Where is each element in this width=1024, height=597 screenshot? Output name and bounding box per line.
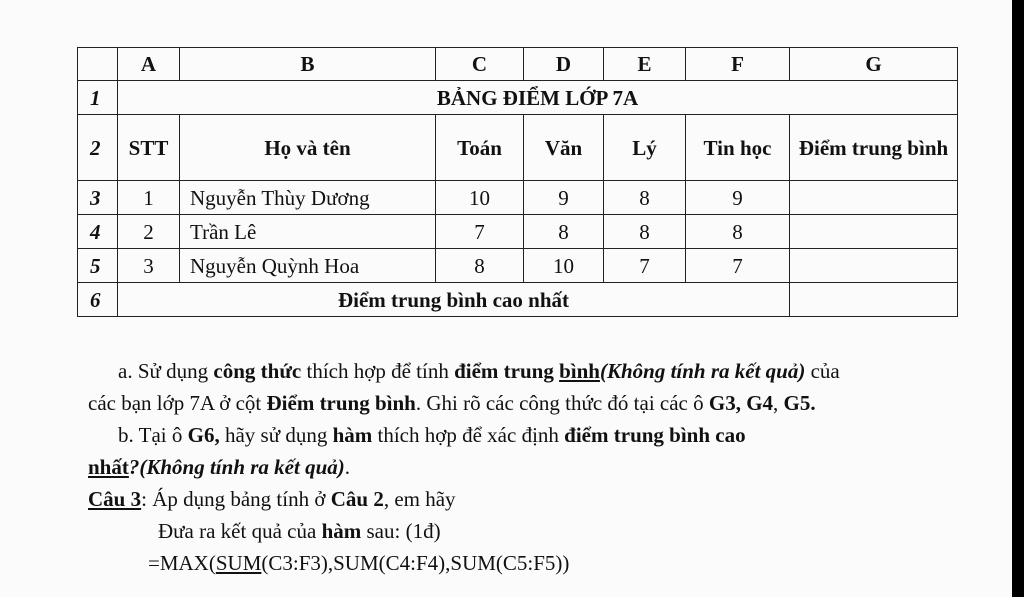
row-number: 4 [78,215,118,249]
row-number: 5 [78,249,118,283]
max-average-label: Điểm trung bình cao nhất [118,283,790,317]
row-number: 3 [78,181,118,215]
column-header-a: A [118,48,180,81]
cell-stt: 2 [118,215,180,249]
header-cell-tin-hoc: Tin học [686,115,790,181]
cell-ly: 7 [604,249,686,283]
question-a-line2: các bạn lớp 7A ở cột Điểm trung bình. Ghi rõ các công thức đó tại các ô G3, G4, G5. [88,391,816,415]
header-cell-stt: STT [118,115,180,181]
header-cell-van: Văn [524,115,604,181]
cell-tin-hoc: 8 [686,215,790,249]
formula: =MAX(SUM(C3:F3),SUM(C4:F4),SUM(C5:F5)) [148,551,570,575]
column-header-b: B [180,48,436,81]
cell-toan: 8 [436,249,524,283]
header-cell-average: Điểm trung bình [790,115,958,181]
column-header-g: G [790,48,958,81]
corner-cell [78,48,118,81]
table-row [78,181,958,215]
max-average-cell [790,283,958,317]
table-row [78,249,958,283]
cell-average [790,215,958,249]
table-title: BẢNG ĐIỂM LỚP 7A [118,81,958,115]
row-number: 2 [78,115,118,181]
question-text [88,355,968,579]
question-b-line1: b. Tại ô G6, hãy sử dụng hàm thích hợp để xác định điểm trung bình cao [118,423,746,447]
column-header-e: E [604,48,686,81]
cell-stt: 1 [118,181,180,215]
cell-van: 9 [524,181,604,215]
cell-average [790,249,958,283]
cell-name: Nguyễn Quỳnh Hoa [180,249,436,283]
table-row [78,283,958,317]
cell-ly: 8 [604,215,686,249]
column-header-row [78,48,958,81]
question-a-line1: a. Sử dụng công thức thích hợp để tính điểm trung bình(Không tính ra kết quả) của [118,359,840,383]
cell-tin-hoc: 9 [686,181,790,215]
question-b-line2: nhất?(Không tính ra kết quả). [88,455,350,479]
column-header-d: D [524,48,604,81]
header-cell-toan: Toán [436,115,524,181]
cell-name: Nguyễn Thùy Dương [180,181,436,215]
row-number: 6 [78,283,118,317]
cell-van: 8 [524,215,604,249]
cell-van: 10 [524,249,604,283]
header-cell-name: Họ và tên [180,115,436,181]
cell-stt: 3 [118,249,180,283]
cau-3-instruction: Đưa ra kết quả của hàm sau: (1đ) [158,519,441,543]
table-row [78,215,958,249]
cell-average [790,181,958,215]
header-cell-ly: Lý [604,115,686,181]
cau-3-heading: Câu 3: Áp dụng bảng tính ở Câu 2, em hãy [88,487,456,511]
row-number: 1 [78,81,118,115]
column-header-c: C [436,48,524,81]
table-row [78,81,958,115]
cell-toan: 10 [436,181,524,215]
cell-name: Trần Lê [180,215,436,249]
cell-toan: 7 [436,215,524,249]
table-header-row [78,115,958,181]
cell-tin-hoc: 7 [686,249,790,283]
column-header-f: F [686,48,790,81]
grade-table [77,47,958,317]
cau-3-label: Câu 3 [88,487,142,511]
cell-ly: 8 [604,181,686,215]
